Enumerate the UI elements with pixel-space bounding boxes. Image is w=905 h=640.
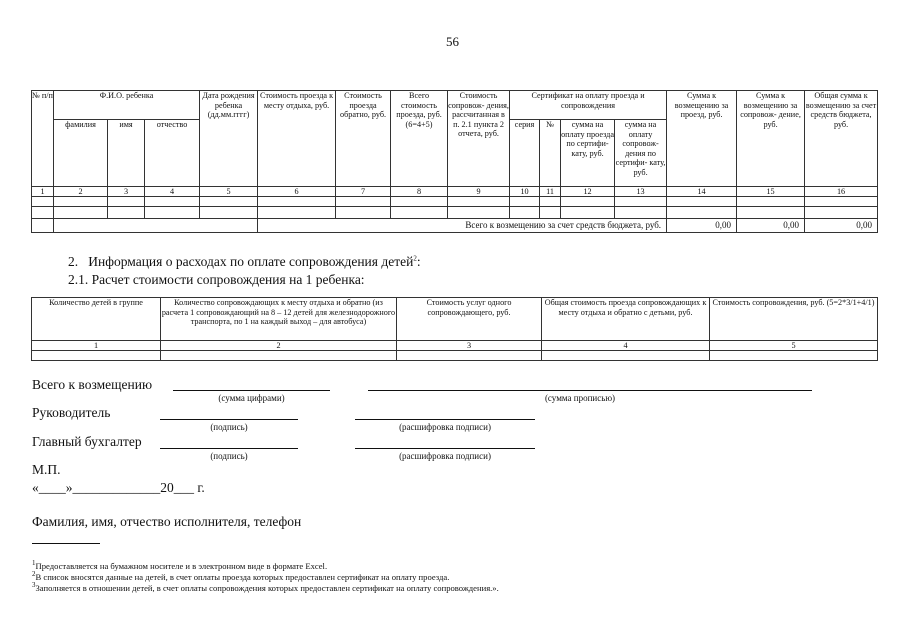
decoding-caption: (расшифровка подписи) [399,422,491,432]
footnote-3: $^3$Заполняется в отношении детей, в счет оплаты сопровождения которых предоставлен сертификат на оплату сопровождения.». [32,581,499,593]
total-budget: 0,00 [805,219,878,233]
footnote-1: $^1$Предоставляется на бумажном носителе и в электронном виде в формате Excel. [32,559,328,571]
col-no-header: № п/п [32,91,54,187]
col-number: 2 [54,187,108,197]
col-cert-escort-sum-header: сумма на оплату сопровож- дения по сертифи- кату, руб. [615,120,667,187]
accountant-signature-line [160,448,298,449]
table-row [32,351,878,361]
col2-4-header: Общая стоимость проезда сопровождающих к месту отдыха и обратно с детьми, руб. [542,298,710,341]
reimbursement-table [31,90,878,233]
footnote-2: $^2$В список вносятся данные на детей, в счет оплаты проезда которых предоставлен сертификат на оплату проезда. [32,570,450,582]
col-number: 16 [805,187,878,197]
col-number: 5 [710,341,878,351]
section-2-title: 2. Информация о расходах по оплате сопровождения детей$^2$: [68,254,421,269]
col-reimb-travel-header: Сумма к возмещению за проезд, руб. [667,91,737,187]
accountant-label: Главный бухгалтер [32,434,142,449]
col-number: 7 [336,187,391,197]
col-escort-cost-header: Стоимость сопровож- дения, рассчитанная в п. 2.1 пункта 2 отчета, руб. [448,91,510,187]
signature-caption: (подпись) [210,422,248,432]
manager-label: Руководитель [32,405,111,420]
decoding-caption: (расшифровка подписи) [399,451,491,461]
col-number: 14 [667,187,737,197]
col-number: 1 [32,187,54,197]
col-fio-header: Ф.И.О. ребенка [54,91,200,120]
col2-1-header: Количество детей в группе [32,298,161,341]
total-reimbursement-label: Всего к возмещению [32,377,153,392]
col-return-cost-header: Стоимость проезда обратно, руб. [336,91,391,187]
col-certificate-header: Сертификат на оплату проезда и сопровождения [510,91,667,120]
col2-5-header: Стоимость сопровождения, руб. (5=2*3/1+4/1) [710,298,878,341]
col-reimb-escort-header: Сумма к возмещению за сопровож- дение, руб. [737,91,805,187]
executor-label: Фамилия, имя, отчество исполнителя, телефон [32,514,302,529]
stamp-label: М.П. [32,462,61,477]
total-reimb-travel: 0,00 [667,219,737,233]
col-number: 3 [108,187,145,197]
col-birthdate-header: Дата рождения ребенка (дд.мм.гггг) [200,91,258,187]
col2-2-header: Количество сопровождающих к месту отдыха и обратно (из расчета 1 сопровождающий на 8 – 12 детей для железнодорожного транспорта, по 1 на каждый выход – для автобуса) [161,298,397,341]
col-series-header: серия [510,120,540,187]
numbering-row [32,187,878,197]
col-travel-cost-header: Стоимость проезда к месту отдыха, руб. [258,91,336,187]
col-number: 11 [540,187,561,197]
col-patronymic-header: отчество [145,120,200,187]
col-number: 12 [561,187,615,197]
footnote-separator [32,543,100,544]
sum-words-line [368,390,812,391]
manager-decoding-line [355,419,535,420]
col-number: 6 [258,187,336,197]
table-row [32,207,878,219]
col-number: 8 [391,187,448,197]
col2-3-header: Стоимость услуг одного сопровождающего, руб. [397,298,542,341]
accountant-decoding-line [355,448,535,449]
manager-signature-line [160,419,298,420]
col-number: 1 [32,341,161,351]
table-row [32,197,878,207]
col-number: 5 [200,187,258,197]
col-number: 4 [542,341,710,351]
col-cert-travel-sum-header: сумма на оплату проезда по сертифи- кату, руб. [561,120,615,187]
date-line: «____»_____________20___ г. [32,480,205,495]
col-number: 13 [615,187,667,197]
col-lastname-header: фамилия [54,120,108,187]
section-2-1-title: 2.1. Расчет стоимости сопровождения на 1 ребенка: [68,272,365,287]
col-number: 2 [161,341,397,351]
col-cert-no-header: № [540,120,561,187]
numbering-row [32,341,878,351]
total-row [32,219,878,233]
col-number: 10 [510,187,540,197]
page-number: 56 [446,34,459,49]
signature-caption: (подпись) [210,451,248,461]
total-label: Всего к возмещению за счет средств бюджета, руб. [258,219,667,233]
col-total-travel-header: Всего стоимость проезда, руб. (6=4+5) [391,91,448,187]
col-number: 4 [145,187,200,197]
total-reimb-escort: 0,00 [737,219,805,233]
sum-words-caption: (сумма прописью) [544,393,616,403]
sum-digits-caption: (сумма цифрами) [218,393,285,403]
col-total-budget-header: Общая сумма к возмещению за счет средств бюджета, руб. [805,91,878,187]
col-firstname-header: имя [108,120,145,187]
sum-digits-line [173,390,330,391]
col-number: 15 [737,187,805,197]
col-number: 3 [397,341,542,351]
col-number: 9 [448,187,510,197]
escort-cost-table [31,297,878,361]
